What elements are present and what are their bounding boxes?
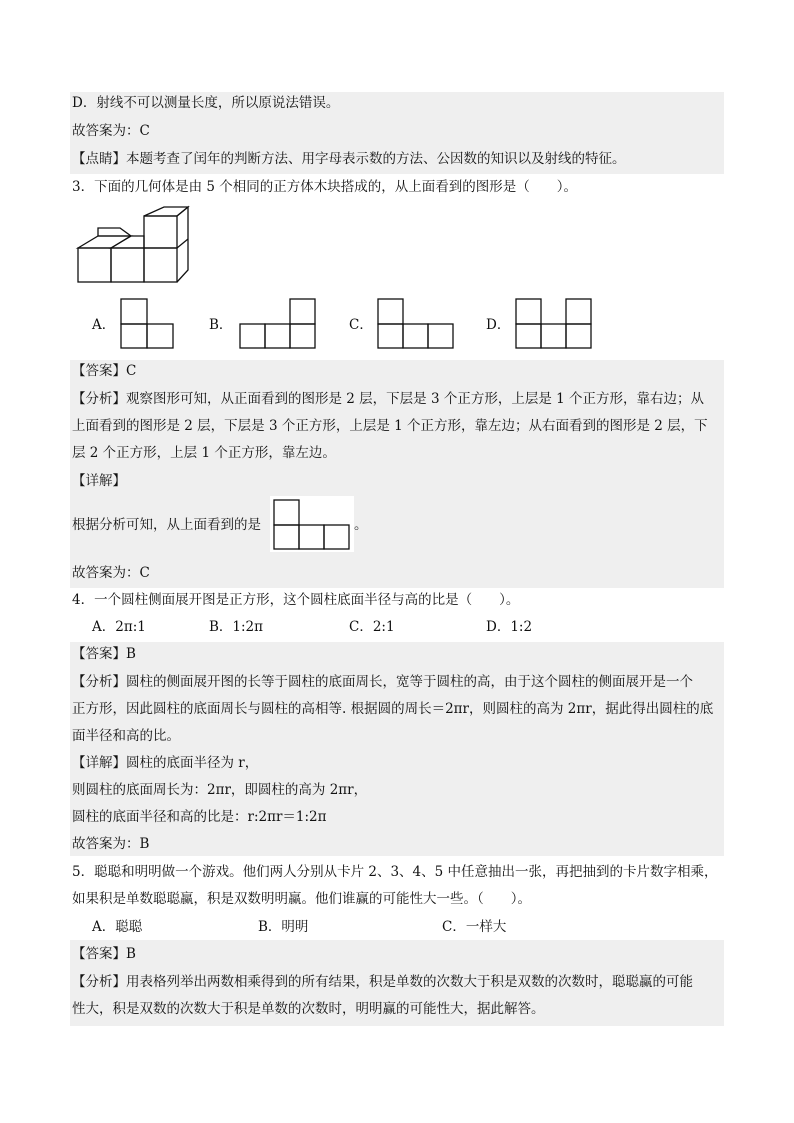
q3-detail-heading: 【详解】: [72, 473, 126, 489]
q4-option-a: A．2π:1: [92, 619, 146, 635]
q4-analysis-line-2: 正方形，因此圆柱的底面周长与圆柱的高相等. 根据圆的周长＝2πr，则圆柱的高为 2πr，据此得出圆柱的底: [72, 701, 714, 717]
q4-analysis-line-1: 【分析】圆柱的侧面展开图的长等于圆柱的底面周长，宽等于圆柱的高，由于这个圆柱的侧面展开是一个: [72, 674, 693, 690]
q3-option-a-figure: [120, 298, 174, 349]
q5-option-b: B．明明: [258, 919, 309, 935]
q3-analysis-line-3: 层 2 个正方形，上层 1 个正方形，靠左边。: [72, 445, 336, 461]
q3-analysis-line-1: 【分析】观察图形可知，从正面看到的图形是 2 层，下层是 3 个正方形，上层是 1 个正方形，靠右边；从: [72, 391, 705, 407]
q3-final-answer: 故答案为：C: [72, 565, 150, 581]
q5-stem-line-1: 5．聪聪和明明做一个游戏。他们两人分别从卡片 2、3、4、5 中任意抽出一张，再把抽到的卡片数字相乘，: [72, 864, 718, 880]
q4-detail-line-2: 则圆柱的底面周长为：2πr，即圆柱的高为 2πr，: [72, 782, 368, 798]
q2-comment: 【点睛】本题考查了闰年的判断方法、用字母表示数的方法、公因数的知识以及射线的特征。: [72, 151, 626, 167]
q3-option-b-label: B．: [209, 317, 233, 333]
q4-stem: 4．一个圆柱侧面展开图是正方形，这个圆柱底面半径与高的比是（ ）。: [72, 592, 520, 608]
q4-option-c: C．2:1: [349, 619, 395, 635]
q4-detail-line-3: 圆柱的底面半径和高的比是：r:2πr＝1:2π: [72, 809, 327, 825]
q3-option-d-label: D．: [486, 317, 511, 333]
q4-detail-line-1: 【详解】圆柱的底面半径为 r，: [72, 755, 259, 771]
q4-analysis-line-3: 面半径和高的比。: [72, 728, 180, 744]
q5-analysis-line-2: 性大，积是双数的次数大于积是单数的次数时，明明赢的可能性大，据此解答。: [72, 1001, 545, 1017]
q4-option-d: D．1:2: [486, 619, 533, 635]
q3-option-a-label: A．: [92, 317, 116, 333]
q5-option-a: A．聪聪: [92, 919, 143, 935]
q5-answer: 【答案】B: [72, 946, 136, 962]
q3-stem: 3．下面的几何体是由 5 个相同的正方体木块搭成的，从上面看到的图形是（ ）。: [72, 179, 578, 195]
q2-option-d-explanation: D．射线不可以测量长度，所以原说法错误。: [72, 95, 340, 111]
q4-option-b: B．1:2π: [209, 619, 264, 635]
q3-detail-top-view-figure: [273, 499, 351, 550]
q5-stem-line-2: 如果积是单数聪聪赢，积是双数明明赢。他们谁赢的可能性大一些。（ ）。: [72, 891, 531, 907]
q3-detail-text: 根据分析可知，从上面看到的是: [72, 517, 261, 533]
q3-option-c-figure: [377, 298, 455, 349]
q3-option-c-label: C．: [349, 317, 373, 333]
q4-answer: 【答案】B: [72, 646, 136, 662]
q3-answer: 【答案】C: [72, 363, 137, 379]
q3-cube-figure: [76, 206, 191, 286]
q3-analysis-line-2: 上面看到的图形是 2 层，下层是 3 个正方形，上层是 1 个正方形，靠左边；从右面看到的图形是 2 层，下: [72, 418, 708, 434]
q3-option-d-figure: [515, 298, 593, 349]
q2-final-answer: 故答案为：C: [72, 123, 150, 139]
q3-option-b-figure: [239, 298, 317, 349]
q4-final-answer: 故答案为：B: [72, 836, 150, 852]
q5-analysis-line-1: 【分析】用表格列举出两数相乘得到的所有结果，积是单数的次数大于积是双数的次数时，聪聪赢的可能: [72, 974, 693, 990]
q5-option-c: C．一样大: [442, 919, 507, 935]
q3-detail-period: 。: [354, 517, 368, 533]
